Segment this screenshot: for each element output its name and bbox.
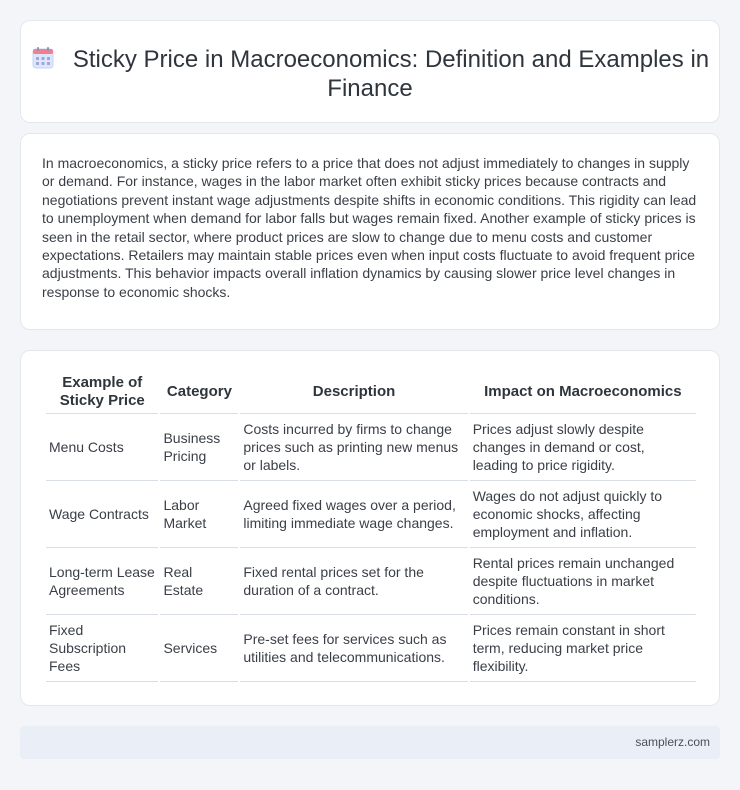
table-row xyxy=(46,615,696,682)
column-header-example: Example of Sticky Price xyxy=(46,371,158,414)
cell-category: Services xyxy=(160,615,238,682)
intro-card xyxy=(20,133,720,330)
table-row xyxy=(46,481,696,548)
footer xyxy=(20,726,720,759)
footer-site-link[interactable]: samplerz.com xyxy=(635,735,710,749)
page-title-wrap xyxy=(21,45,719,103)
cell-description: Costs incurred by firms to change prices such as printing new menus or labels. xyxy=(240,414,467,481)
table-header-row xyxy=(46,371,696,414)
cell-category: Real Estate xyxy=(160,548,238,615)
column-header-category: Category xyxy=(160,371,238,414)
calendar-icon xyxy=(31,46,55,70)
cell-impact: Prices remain constant in short term, reducing market price flexibility. xyxy=(470,615,696,682)
cell-impact: Wages do not adjust quickly to economic shocks, affecting employment and inflation. xyxy=(470,481,696,548)
examples-table xyxy=(44,371,698,682)
column-header-description: Description xyxy=(240,371,467,414)
cell-example: Menu Costs xyxy=(46,414,158,481)
cell-example: Fixed Subscription Fees xyxy=(46,615,158,682)
cell-description: Pre-set fees for services such as utilities and telecommunications. xyxy=(240,615,467,682)
table-card xyxy=(20,350,720,706)
header-card xyxy=(20,20,720,123)
cell-impact: Rental prices remain unchanged despite fluctuations in market conditions. xyxy=(470,548,696,615)
cell-category: Business Pricing xyxy=(160,414,238,481)
cell-description: Agreed fixed wages over a period, limiting immediate wage changes. xyxy=(240,481,467,548)
cell-description: Fixed rental prices set for the duration of a contract. xyxy=(240,548,467,615)
table-row xyxy=(46,548,696,615)
page-title: Sticky Price in Macroeconomics: Definition and Examples in Finance xyxy=(72,46,710,102)
cell-category: Labor Market xyxy=(160,481,238,548)
cell-example: Wage Contracts xyxy=(46,481,158,548)
column-header-impact: Impact on Macroeconomics xyxy=(470,371,696,414)
cell-example: Long-term Lease Agreements xyxy=(46,548,158,615)
table-row xyxy=(46,414,696,481)
intro-paragraph: In macroeconomics, a sticky price refers to a price that does not adjust immediately to changes in supply or demand. For instance, wages in the labor market often exhibit sticky prices because contracts and negotiations prevent instant wage adjustments despite shifts in economic conditions. This rigidity can lead to unemployment when demand for labor falls but wages remain fixed. Another example of sticky prices is seen in the retail sector, where product prices are slow to change due to menu costs and customer expectations. Retailers may maintain stable prices even when input costs fluctuate to avoid frequent price adjustments. This behavior impacts overall inflation dynamics by causing slower price level changes in response to economic shocks. xyxy=(42,155,697,300)
cell-impact: Prices adjust slowly despite changes in demand or cost, leading to price rigidity. xyxy=(470,414,696,481)
